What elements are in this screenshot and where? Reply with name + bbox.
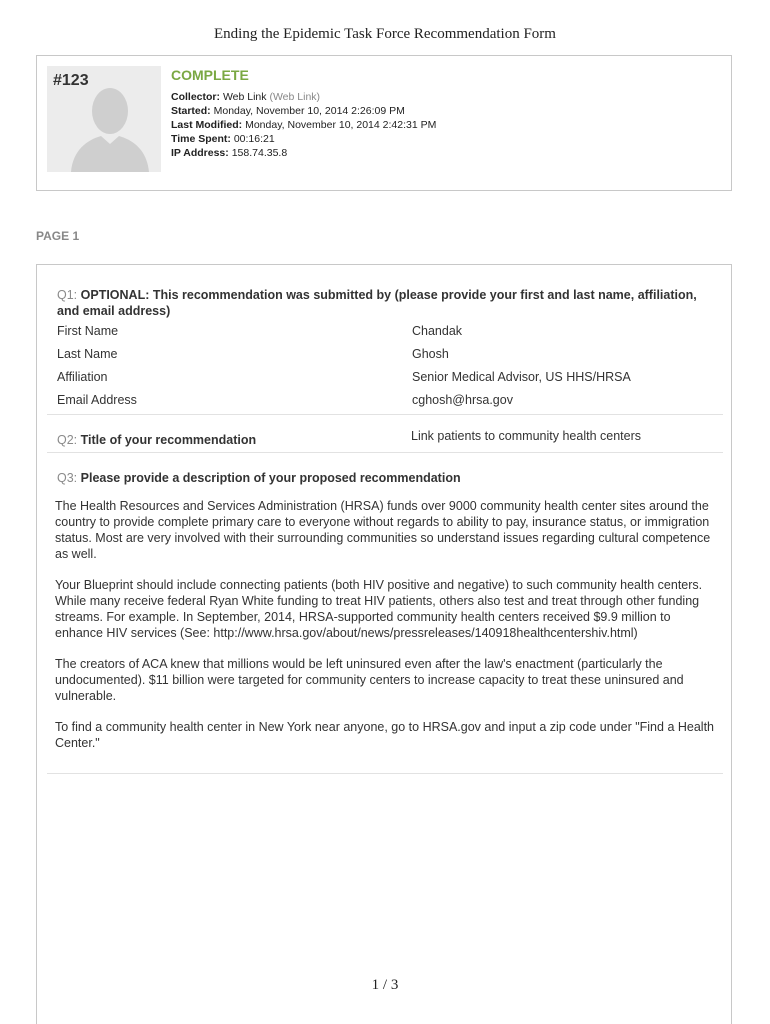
collector-note: (Web Link) bbox=[269, 91, 321, 103]
q2-number: Q2: bbox=[57, 433, 78, 447]
q3-text: Please provide a description of your proposed recommendation bbox=[80, 471, 461, 485]
q1-row-email bbox=[57, 393, 717, 416]
collector-row bbox=[171, 90, 436, 104]
collector-value: Web Link bbox=[222, 91, 267, 103]
q3-number: Q3: bbox=[57, 471, 78, 485]
started-row bbox=[171, 104, 436, 118]
ip-address-row bbox=[171, 146, 436, 160]
page-card bbox=[36, 264, 732, 1024]
divider bbox=[47, 414, 723, 415]
collector-label: Collector: bbox=[171, 91, 221, 103]
q1-number: Q1: bbox=[57, 288, 78, 302]
q2-text: Title of your recommendation bbox=[80, 433, 257, 447]
email-label: Email Address bbox=[57, 393, 137, 407]
time-spent-row bbox=[171, 132, 436, 146]
q1-text: OPTIONAL: This recommendation was submitted by (please provide your first and last name, affiliation, and email address) bbox=[57, 288, 697, 318]
first-name-label: First Name bbox=[57, 324, 119, 338]
time-spent-label: Time Spent: bbox=[171, 133, 231, 145]
q1-heading bbox=[57, 287, 707, 319]
q3-paragraph: Your Blueprint should include connecting patients (both HIV positive and negative) to such community health centers. While many receive federal Ryan White funding to treat HIV patients, others also test and treat through other funding streams. For example. In September, 2014, HRSA-supported community health centers received $9.9 million to enhance HIV services (See: http://www.hrsa.gov/about/news/pressreleases/140918healthcentershiv.html) bbox=[55, 578, 703, 640]
q1-row-affiliation bbox=[57, 370, 717, 393]
page-label: PAGE 1 bbox=[36, 229, 80, 243]
page-number: 1 / 3 bbox=[371, 977, 399, 993]
document-title: Ending the Epidemic Task Force Recommendation Form bbox=[214, 26, 556, 42]
last-modified-row bbox=[171, 118, 436, 132]
q3-heading bbox=[57, 470, 461, 486]
q3-paragraph: The creators of ACA knew that millions would be left uninsured even after the law's enactment (particularly the undocumented). $11 billion were targeted for community centers to increase capacity to treat these uninsured and vulnerable. bbox=[55, 657, 684, 703]
affiliation-value: Senior Medical Advisor, US HHS/HRSA bbox=[412, 370, 631, 384]
response-metadata bbox=[171, 90, 436, 160]
affiliation-label: Affiliation bbox=[57, 370, 108, 384]
response-summary-card bbox=[36, 55, 732, 191]
last-name-label: Last Name bbox=[57, 347, 118, 361]
first-name-value: Chandak bbox=[412, 324, 463, 338]
response-number: #123 bbox=[53, 72, 89, 89]
last-name-value: Ghosh bbox=[412, 347, 449, 361]
status-badge: COMPLETE bbox=[171, 67, 249, 83]
q2-answer: Link patients to community health centers bbox=[411, 429, 641, 443]
started-label: Started: bbox=[171, 105, 211, 117]
time-spent-value: 00:16:21 bbox=[233, 133, 275, 145]
q1-row-first-name bbox=[57, 324, 717, 347]
divider bbox=[47, 452, 723, 453]
ip-address-value: 158.74.35.8 bbox=[231, 147, 288, 159]
last-modified-value: Monday, November 10, 2014 2:42:31 PM bbox=[245, 119, 437, 131]
q3-answer bbox=[55, 498, 720, 766]
ip-address-label: IP Address: bbox=[171, 147, 229, 159]
q3-paragraph: The Health Resources and Services Administration (HRSA) funds over 9000 community health center sites around the country to provide complete primary care to everyone without regards to ability to pay, insurance status, or immigration status. Most are very involved with their surrounding communities so understand issues regarding cultural competence as well. bbox=[55, 499, 711, 561]
q1-row-last-name bbox=[57, 347, 717, 370]
avatar bbox=[47, 66, 161, 172]
q3-paragraph: To find a community health center in New York near anyone, go to HRSA.gov and input a zip code under "Find a Health Center." bbox=[55, 720, 714, 750]
started-value: Monday, November 10, 2014 2:26:09 PM bbox=[213, 105, 405, 117]
divider bbox=[47, 773, 723, 774]
q2-heading bbox=[57, 432, 256, 448]
email-value: cghosh@hrsa.gov bbox=[412, 393, 513, 407]
last-modified-label: Last Modified: bbox=[171, 119, 243, 131]
